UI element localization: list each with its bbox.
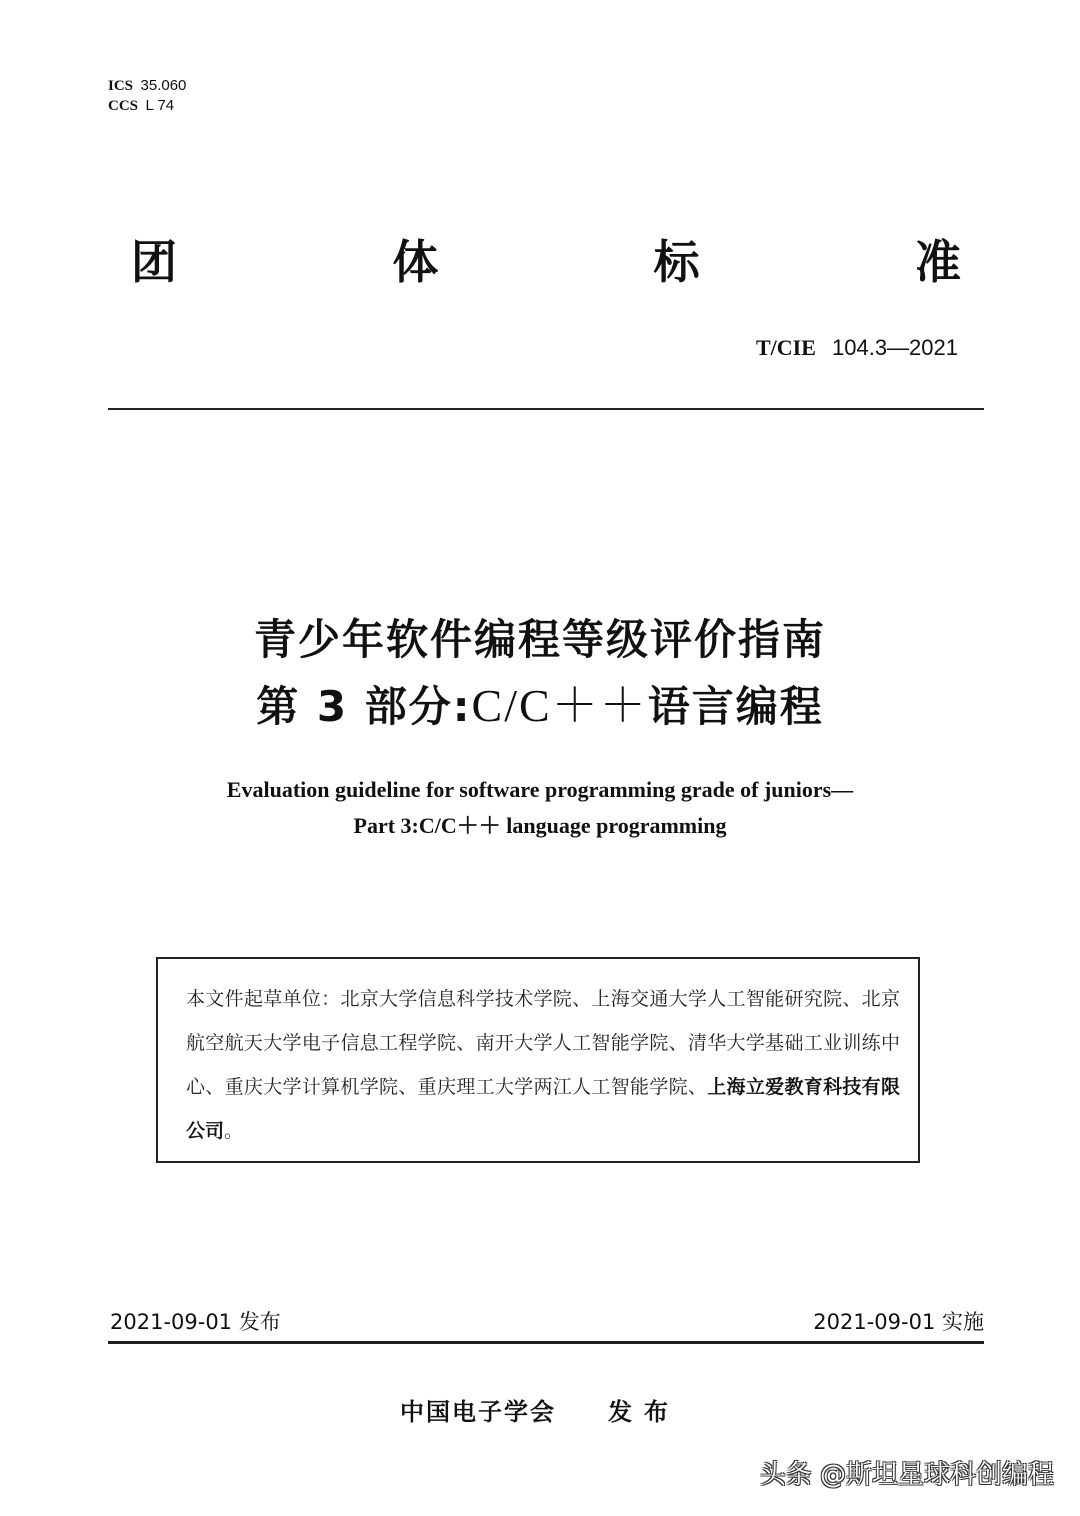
standard-type-char: 准 (914, 235, 961, 289)
watermark: 头条 @斯坦星球科创编程 (759, 1460, 1054, 1490)
ccs-code: CCS L 74 (108, 97, 175, 114)
title-cn-line1: 青少年软件编程等级评价指南 (253, 615, 826, 664)
publisher-name: 中国电子学会 (400, 1398, 556, 1426)
effective-date: 2021-09-01 实施 (813, 1310, 984, 1334)
publisher-verb: 发布 (608, 1398, 680, 1426)
standard-number: T/CIE 104.3—2021 (755, 335, 958, 360)
title-cn-line2: 第 3 部分:C/C＋＋语言编程 (256, 680, 824, 731)
title-en-line1: Evaluation guideline for software programming grade of juniors— (226, 777, 854, 802)
drafting-units-text: 本文件起草单位：北京大学信息科学技术学院、上海交通大学人工智能研究院、北京航空航天大学电子信息工程学院、南开大学人工智能学院、清华大学基础工业训练中心、重庆大学计算机学院、重庆理工大学两江人工智能学院、 (186, 988, 900, 1098)
classification-codes (108, 76, 186, 116)
publisher (0, 1396, 1080, 1428)
drafting-units-box: 本文件起草单位：北京大学信息科学技术学院、上海交通大学人工智能研究院、北京航空航天大学电子信息工程学院、南开大学人工智能学院、清华大学基础工业训练中心、重庆大学计算机学院、重庆理工大学两江人工智能学院、上海立爱教育科技有限公司。 (156, 957, 920, 1163)
standard-type-char: 团 (131, 235, 177, 289)
standard-type-heading (126, 232, 966, 292)
standard-type-char: 标 (653, 235, 700, 289)
publish-date: 2021-09-01 发布 (110, 1310, 281, 1334)
ics-code: ICS 35.060 (108, 77, 187, 94)
drafting-units-highlight: 上海立爱教育科技有限公司 (186, 1076, 900, 1142)
title-en-line2: Part 3:C/C＋＋ language programming (353, 813, 727, 838)
top-divider (108, 408, 984, 410)
bottom-divider (108, 1341, 984, 1344)
standard-type-char: 体 (392, 235, 439, 289)
